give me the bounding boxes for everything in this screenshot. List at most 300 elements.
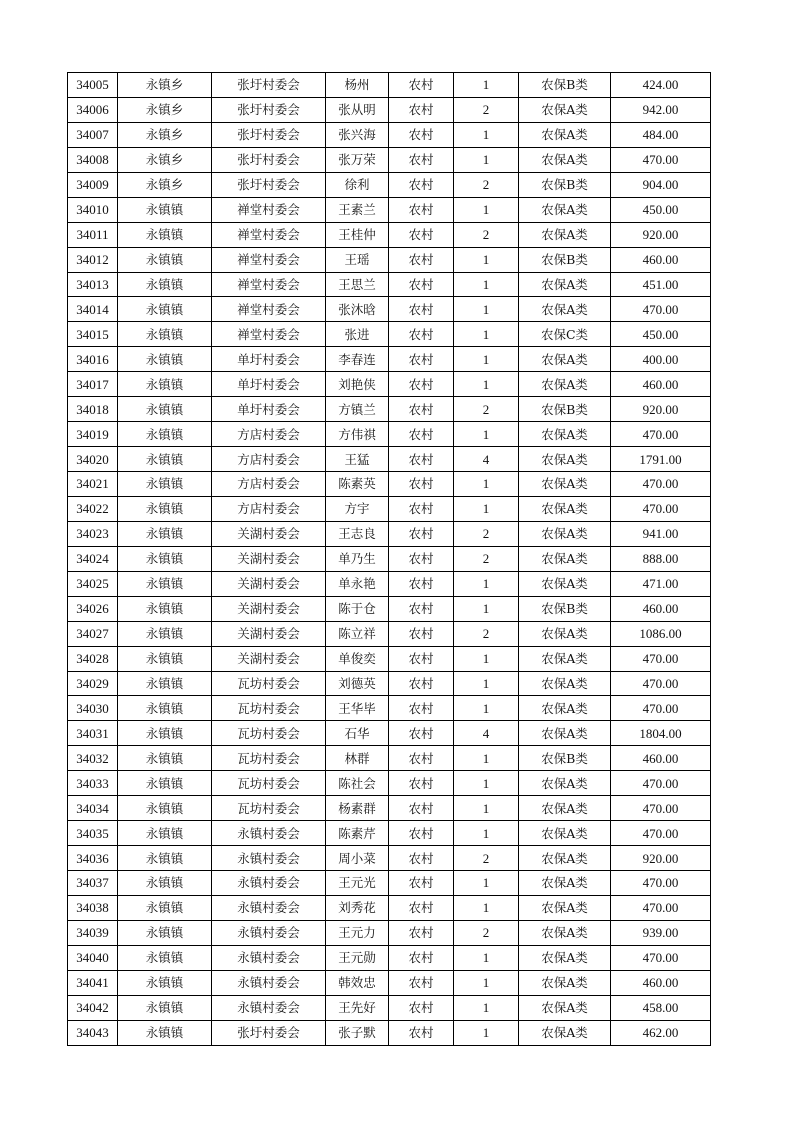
count-cell: 4 <box>454 447 519 472</box>
count-cell: 1 <box>454 147 519 172</box>
category-cell: 农保A类 <box>519 147 611 172</box>
area-cell: 农村 <box>389 347 454 372</box>
category-cell: 农保A类 <box>519 496 611 521</box>
category-cell: 农保C类 <box>519 322 611 347</box>
area-cell: 农村 <box>389 272 454 297</box>
id-cell: 34041 <box>68 970 118 995</box>
amount-cell: 1086.00 <box>611 621 711 646</box>
count-cell: 1 <box>454 995 519 1020</box>
category-cell: 农保B类 <box>519 73 611 98</box>
name-cell: 王元光 <box>326 871 389 896</box>
table-row <box>68 222 711 247</box>
village-cell: 永镇村委会 <box>212 846 326 871</box>
area-cell: 农村 <box>389 796 454 821</box>
amount-cell: 460.00 <box>611 746 711 771</box>
township-cell: 永镇乡 <box>118 172 212 197</box>
id-cell: 34023 <box>68 521 118 546</box>
name-cell: 林群 <box>326 746 389 771</box>
name-cell: 李春连 <box>326 347 389 372</box>
name-cell: 张兴海 <box>326 122 389 147</box>
township-cell: 永镇镇 <box>118 347 212 372</box>
area-cell: 农村 <box>389 746 454 771</box>
village-cell: 张圩村委会 <box>212 147 326 172</box>
count-cell: 1 <box>454 771 519 796</box>
amount-cell: 470.00 <box>611 945 711 970</box>
area-cell: 农村 <box>389 222 454 247</box>
id-cell: 34039 <box>68 920 118 945</box>
table-row <box>68 496 711 521</box>
count-cell: 2 <box>454 521 519 546</box>
table-row <box>68 247 711 272</box>
township-cell: 永镇镇 <box>118 496 212 521</box>
village-cell: 方店村委会 <box>212 422 326 447</box>
village-cell: 永镇村委会 <box>212 995 326 1020</box>
area-cell: 农村 <box>389 696 454 721</box>
amount-cell: 470.00 <box>611 821 711 846</box>
id-cell: 34006 <box>68 97 118 122</box>
table-row <box>68 596 711 621</box>
area-cell: 农村 <box>389 372 454 397</box>
count-cell: 1 <box>454 821 519 846</box>
count-cell: 1 <box>454 372 519 397</box>
name-cell: 张从明 <box>326 97 389 122</box>
area-cell: 农村 <box>389 197 454 222</box>
amount-cell: 470.00 <box>611 771 711 796</box>
village-cell: 瓦坊村委会 <box>212 771 326 796</box>
table-row <box>68 521 711 546</box>
count-cell: 1 <box>454 895 519 920</box>
amount-cell: 470.00 <box>611 895 711 920</box>
township-cell: 永镇镇 <box>118 222 212 247</box>
category-cell: 农保B类 <box>519 746 611 771</box>
table-row <box>68 846 711 871</box>
id-cell: 34025 <box>68 571 118 596</box>
name-cell: 方伟祺 <box>326 422 389 447</box>
id-cell: 34042 <box>68 995 118 1020</box>
count-cell: 1 <box>454 73 519 98</box>
area-cell: 农村 <box>389 247 454 272</box>
amount-cell: 460.00 <box>611 372 711 397</box>
table-row <box>68 821 711 846</box>
table-row <box>68 297 711 322</box>
village-cell: 关湖村委会 <box>212 571 326 596</box>
amount-cell: 920.00 <box>611 397 711 422</box>
count-cell: 2 <box>454 172 519 197</box>
count-cell: 1 <box>454 322 519 347</box>
table-row <box>68 372 711 397</box>
village-cell: 永镇村委会 <box>212 895 326 920</box>
township-cell: 永镇镇 <box>118 746 212 771</box>
table-row <box>68 871 711 896</box>
category-cell: 农保B类 <box>519 172 611 197</box>
count-cell: 1 <box>454 571 519 596</box>
count-cell: 1 <box>454 796 519 821</box>
table-row <box>68 746 711 771</box>
township-cell: 永镇镇 <box>118 970 212 995</box>
table-row <box>68 73 711 98</box>
township-cell: 永镇镇 <box>118 646 212 671</box>
village-cell: 方店村委会 <box>212 472 326 497</box>
id-cell: 34028 <box>68 646 118 671</box>
township-cell: 永镇镇 <box>118 671 212 696</box>
id-cell: 34034 <box>68 796 118 821</box>
township-cell: 永镇乡 <box>118 122 212 147</box>
category-cell: 农保A类 <box>519 671 611 696</box>
amount-cell: 470.00 <box>611 671 711 696</box>
area-cell: 农村 <box>389 895 454 920</box>
area-cell: 农村 <box>389 472 454 497</box>
category-cell: 农保A类 <box>519 945 611 970</box>
name-cell: 石华 <box>326 721 389 746</box>
table-row <box>68 397 711 422</box>
id-cell: 34015 <box>68 322 118 347</box>
township-cell: 永镇镇 <box>118 846 212 871</box>
area-cell: 农村 <box>389 521 454 546</box>
area-cell: 农村 <box>389 995 454 1020</box>
village-cell: 永镇村委会 <box>212 920 326 945</box>
count-cell: 1 <box>454 671 519 696</box>
count-cell: 1 <box>454 297 519 322</box>
amount-cell: 470.00 <box>611 796 711 821</box>
count-cell: 1 <box>454 871 519 896</box>
name-cell: 张万荣 <box>326 147 389 172</box>
township-cell: 永镇乡 <box>118 73 212 98</box>
amount-cell: 400.00 <box>611 347 711 372</box>
amount-cell: 458.00 <box>611 995 711 1020</box>
category-cell: 农保A类 <box>519 696 611 721</box>
name-cell: 张沐晗 <box>326 297 389 322</box>
id-cell: 34011 <box>68 222 118 247</box>
id-cell: 34009 <box>68 172 118 197</box>
id-cell: 34018 <box>68 397 118 422</box>
id-cell: 34014 <box>68 297 118 322</box>
category-cell: 农保A类 <box>519 521 611 546</box>
name-cell: 刘秀花 <box>326 895 389 920</box>
township-cell: 永镇镇 <box>118 821 212 846</box>
category-cell: 农保A类 <box>519 846 611 871</box>
area-cell: 农村 <box>389 546 454 571</box>
id-cell: 34017 <box>68 372 118 397</box>
count-cell: 4 <box>454 721 519 746</box>
category-cell: 农保A类 <box>519 771 611 796</box>
id-cell: 34012 <box>68 247 118 272</box>
count-cell: 1 <box>454 945 519 970</box>
id-cell: 34036 <box>68 846 118 871</box>
township-cell: 永镇镇 <box>118 945 212 970</box>
table-row <box>68 970 711 995</box>
id-cell: 34008 <box>68 147 118 172</box>
village-cell: 方店村委会 <box>212 447 326 472</box>
township-cell: 永镇镇 <box>118 247 212 272</box>
category-cell: 农保A类 <box>519 571 611 596</box>
village-cell: 张圩村委会 <box>212 97 326 122</box>
area-cell: 农村 <box>389 397 454 422</box>
area-cell: 农村 <box>389 571 454 596</box>
area-cell: 农村 <box>389 73 454 98</box>
id-cell: 34027 <box>68 621 118 646</box>
id-cell: 34022 <box>68 496 118 521</box>
amount-cell: 450.00 <box>611 197 711 222</box>
area-cell: 农村 <box>389 447 454 472</box>
table-row <box>68 621 711 646</box>
township-cell: 永镇镇 <box>118 447 212 472</box>
area-cell: 农村 <box>389 596 454 621</box>
id-cell: 34032 <box>68 746 118 771</box>
amount-cell: 460.00 <box>611 596 711 621</box>
township-cell: 永镇镇 <box>118 322 212 347</box>
area-cell: 农村 <box>389 821 454 846</box>
township-cell: 永镇镇 <box>118 920 212 945</box>
area-cell: 农村 <box>389 721 454 746</box>
category-cell: 农保A类 <box>519 472 611 497</box>
area-cell: 农村 <box>389 970 454 995</box>
name-cell: 陈素英 <box>326 472 389 497</box>
table-row <box>68 197 711 222</box>
category-cell: 农保A类 <box>519 995 611 1020</box>
township-cell: 永镇镇 <box>118 397 212 422</box>
area-cell: 农村 <box>389 920 454 945</box>
township-cell: 永镇乡 <box>118 97 212 122</box>
id-cell: 34020 <box>68 447 118 472</box>
table-row <box>68 347 711 372</box>
name-cell: 方镇兰 <box>326 397 389 422</box>
township-cell: 永镇镇 <box>118 472 212 497</box>
count-cell: 1 <box>454 122 519 147</box>
area-cell: 农村 <box>389 1020 454 1045</box>
amount-cell: 920.00 <box>611 846 711 871</box>
category-cell: 农保A类 <box>519 920 611 945</box>
name-cell: 王先好 <box>326 995 389 1020</box>
area-cell: 农村 <box>389 945 454 970</box>
village-cell: 禅堂村委会 <box>212 297 326 322</box>
area-cell: 农村 <box>389 621 454 646</box>
village-cell: 方店村委会 <box>212 496 326 521</box>
village-cell: 瓦坊村委会 <box>212 671 326 696</box>
count-cell: 1 <box>454 696 519 721</box>
amount-cell: 904.00 <box>611 172 711 197</box>
area-cell: 农村 <box>389 97 454 122</box>
area-cell: 农村 <box>389 846 454 871</box>
area-cell: 农村 <box>389 771 454 796</box>
table-row <box>68 995 711 1020</box>
amount-cell: 484.00 <box>611 122 711 147</box>
amount-cell: 939.00 <box>611 920 711 945</box>
table-row <box>68 472 711 497</box>
township-cell: 永镇镇 <box>118 297 212 322</box>
name-cell: 张子默 <box>326 1020 389 1045</box>
village-cell: 关湖村委会 <box>212 521 326 546</box>
name-cell: 徐利 <box>326 172 389 197</box>
village-cell: 永镇村委会 <box>212 945 326 970</box>
table-row <box>68 696 711 721</box>
name-cell: 王元力 <box>326 920 389 945</box>
amount-cell: 450.00 <box>611 322 711 347</box>
category-cell: 农保A类 <box>519 721 611 746</box>
id-cell: 34007 <box>68 122 118 147</box>
table-row <box>68 97 711 122</box>
category-cell: 农保B类 <box>519 247 611 272</box>
category-cell: 农保A类 <box>519 796 611 821</box>
table-row <box>68 796 711 821</box>
village-cell: 单圩村委会 <box>212 372 326 397</box>
village-cell: 瓦坊村委会 <box>212 721 326 746</box>
count-cell: 1 <box>454 746 519 771</box>
name-cell: 张进 <box>326 322 389 347</box>
table-row <box>68 122 711 147</box>
category-cell: 农保A类 <box>519 272 611 297</box>
village-cell: 关湖村委会 <box>212 646 326 671</box>
amount-cell: 470.00 <box>611 646 711 671</box>
name-cell: 方宇 <box>326 496 389 521</box>
township-cell: 永镇镇 <box>118 521 212 546</box>
id-cell: 34040 <box>68 945 118 970</box>
name-cell: 王猛 <box>326 447 389 472</box>
name-cell: 韩效忠 <box>326 970 389 995</box>
township-cell: 永镇乡 <box>118 147 212 172</box>
id-cell: 34037 <box>68 871 118 896</box>
village-cell: 瓦坊村委会 <box>212 746 326 771</box>
amount-cell: 888.00 <box>611 546 711 571</box>
count-cell: 1 <box>454 596 519 621</box>
table-row <box>68 147 711 172</box>
category-cell: 农保A类 <box>519 422 611 447</box>
category-cell: 农保A类 <box>519 297 611 322</box>
area-cell: 农村 <box>389 147 454 172</box>
name-cell: 单乃生 <box>326 546 389 571</box>
category-cell: 农保A类 <box>519 347 611 372</box>
village-cell: 永镇村委会 <box>212 821 326 846</box>
name-cell: 王思兰 <box>326 272 389 297</box>
id-cell: 34035 <box>68 821 118 846</box>
table-row <box>68 920 711 945</box>
amount-cell: 470.00 <box>611 297 711 322</box>
township-cell: 永镇镇 <box>118 871 212 896</box>
category-cell: 农保A类 <box>519 621 611 646</box>
table-row <box>68 646 711 671</box>
township-cell: 永镇镇 <box>118 372 212 397</box>
category-cell: 农保A类 <box>519 122 611 147</box>
village-cell: 张圩村委会 <box>212 172 326 197</box>
table-row <box>68 1020 711 1045</box>
category-cell: 农保A类 <box>519 546 611 571</box>
count-cell: 2 <box>454 97 519 122</box>
count-cell: 2 <box>454 920 519 945</box>
area-cell: 农村 <box>389 646 454 671</box>
name-cell: 陈于仓 <box>326 596 389 621</box>
table-row <box>68 172 711 197</box>
village-cell: 关湖村委会 <box>212 621 326 646</box>
amount-cell: 470.00 <box>611 871 711 896</box>
name-cell: 刘艳侠 <box>326 372 389 397</box>
village-cell: 瓦坊村委会 <box>212 696 326 721</box>
area-cell: 农村 <box>389 172 454 197</box>
village-cell: 永镇村委会 <box>212 970 326 995</box>
count-cell: 1 <box>454 1020 519 1045</box>
data-table <box>67 72 711 1046</box>
id-cell: 34013 <box>68 272 118 297</box>
name-cell: 刘德英 <box>326 671 389 696</box>
count-cell: 1 <box>454 347 519 372</box>
name-cell: 陈立祥 <box>326 621 389 646</box>
category-cell: 农保A类 <box>519 372 611 397</box>
table-row <box>68 895 711 920</box>
area-cell: 农村 <box>389 297 454 322</box>
name-cell: 杨州 <box>326 73 389 98</box>
amount-cell: 470.00 <box>611 147 711 172</box>
id-cell: 34038 <box>68 895 118 920</box>
count-cell: 1 <box>454 247 519 272</box>
amount-cell: 1791.00 <box>611 447 711 472</box>
count-cell: 2 <box>454 621 519 646</box>
township-cell: 永镇镇 <box>118 571 212 596</box>
village-cell: 禅堂村委会 <box>212 222 326 247</box>
amount-cell: 424.00 <box>611 73 711 98</box>
table-row <box>68 447 711 472</box>
category-cell: 农保A类 <box>519 970 611 995</box>
township-cell: 永镇镇 <box>118 197 212 222</box>
table-row <box>68 272 711 297</box>
name-cell: 单永艳 <box>326 571 389 596</box>
category-cell: 农保A类 <box>519 197 611 222</box>
category-cell: 农保A类 <box>519 447 611 472</box>
amount-cell: 942.00 <box>611 97 711 122</box>
name-cell: 王元勋 <box>326 945 389 970</box>
township-cell: 永镇镇 <box>118 1020 212 1045</box>
village-cell: 张圩村委会 <box>212 73 326 98</box>
count-cell: 2 <box>454 397 519 422</box>
village-cell: 永镇村委会 <box>212 871 326 896</box>
category-cell: 农保B类 <box>519 397 611 422</box>
id-cell: 34005 <box>68 73 118 98</box>
count-cell: 2 <box>454 846 519 871</box>
category-cell: 农保A类 <box>519 871 611 896</box>
name-cell: 陈素芹 <box>326 821 389 846</box>
category-cell: 农保A类 <box>519 222 611 247</box>
table-row <box>68 571 711 596</box>
village-cell: 关湖村委会 <box>212 596 326 621</box>
township-cell: 永镇镇 <box>118 895 212 920</box>
category-cell: 农保A类 <box>519 1020 611 1045</box>
township-cell: 永镇镇 <box>118 422 212 447</box>
name-cell: 王桂仲 <box>326 222 389 247</box>
category-cell: 农保B类 <box>519 596 611 621</box>
village-cell: 单圩村委会 <box>212 397 326 422</box>
area-cell: 农村 <box>389 671 454 696</box>
table-row <box>68 721 711 746</box>
township-cell: 永镇镇 <box>118 696 212 721</box>
amount-cell: 460.00 <box>611 247 711 272</box>
township-cell: 永镇镇 <box>118 546 212 571</box>
area-cell: 农村 <box>389 871 454 896</box>
village-cell: 关湖村委会 <box>212 546 326 571</box>
township-cell: 永镇镇 <box>118 721 212 746</box>
table-row <box>68 671 711 696</box>
name-cell: 王志良 <box>326 521 389 546</box>
amount-cell: 470.00 <box>611 472 711 497</box>
township-cell: 永镇镇 <box>118 995 212 1020</box>
amount-cell: 460.00 <box>611 970 711 995</box>
table-body <box>68 73 711 1046</box>
amount-cell: 462.00 <box>611 1020 711 1045</box>
count-cell: 2 <box>454 546 519 571</box>
name-cell: 王华毕 <box>326 696 389 721</box>
amount-cell: 471.00 <box>611 571 711 596</box>
village-cell: 瓦坊村委会 <box>212 796 326 821</box>
id-cell: 34043 <box>68 1020 118 1045</box>
count-cell: 1 <box>454 472 519 497</box>
amount-cell: 470.00 <box>611 496 711 521</box>
township-cell: 永镇镇 <box>118 272 212 297</box>
